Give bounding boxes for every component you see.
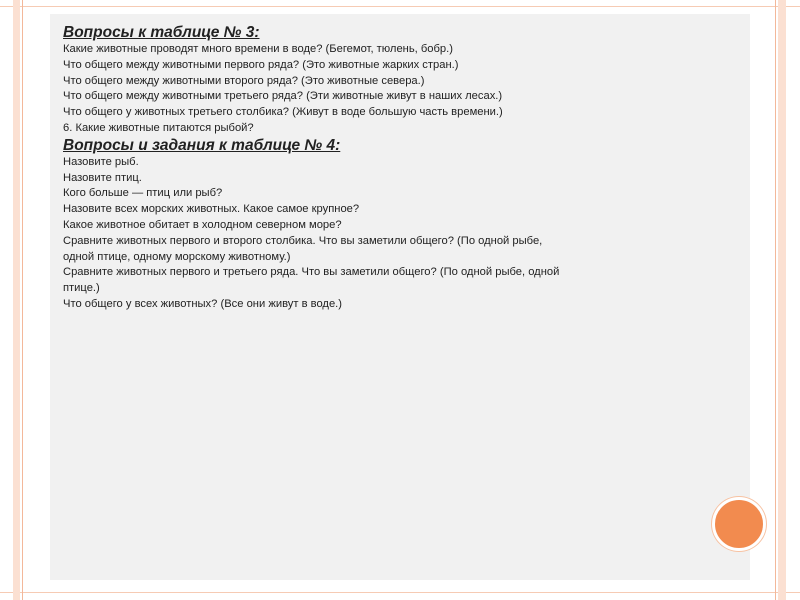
section3-line: Что общего между животными второго ряда? (Это животные севера.) (63, 74, 425, 87)
section4-line: Назовите всех морских животных. Какое самое крупное? (63, 203, 360, 216)
section4-line: Что общего у всех животных? (Все они живут в воде.) (63, 297, 343, 310)
section3-line: 6. Какие животные питаются рыбой? (63, 121, 254, 134)
section4-line: одной птице, одному морскому животному.) (63, 250, 291, 263)
frame-top-line (0, 6, 800, 7)
section3-line: Какие животные проводят много времени в воде? (Бегемот, тюлень, бобр.) (63, 43, 453, 55)
slide-text (63, 24, 703, 313)
section3-line: Что общего у животных третьего столбика? (Живут в воде большую часть времени.) (63, 106, 503, 119)
section4-line: Назовите птиц. (63, 171, 142, 184)
frame-right-line (775, 0, 776, 600)
section4-line: Сравните животных первого и второго столбика. Что вы заметили общего? (По одной рыбе, (63, 234, 543, 247)
frame-left-line (22, 0, 23, 600)
section4-title: Вопросы и задания к таблице № 4: (63, 136, 341, 154)
section4-line: Кого больше — птиц или рыб? (63, 187, 223, 200)
section3-line: Что общего между животными первого ряда? (Это животные жарких стран.) (63, 58, 459, 71)
section4-line: Назовите рыб. (63, 155, 139, 168)
accent-circle (712, 497, 766, 551)
section3-title: Вопросы к таблице № 3: (63, 24, 260, 41)
frame-right-band (778, 0, 786, 600)
section3-line: Что общего между животными третьего ряда? (Эти животные живут в наших лесах.) (63, 90, 503, 103)
section4-line: Сравните животных первого и третьего ряда. Что вы заметили общего? (По одной рыбе, одной (63, 266, 560, 279)
frame-left-band (13, 0, 20, 600)
section4-line: Какое животное обитает в холодном северном море? (63, 218, 342, 231)
frame-bottom-line (0, 592, 800, 593)
section4-line: птице.) (63, 282, 100, 295)
